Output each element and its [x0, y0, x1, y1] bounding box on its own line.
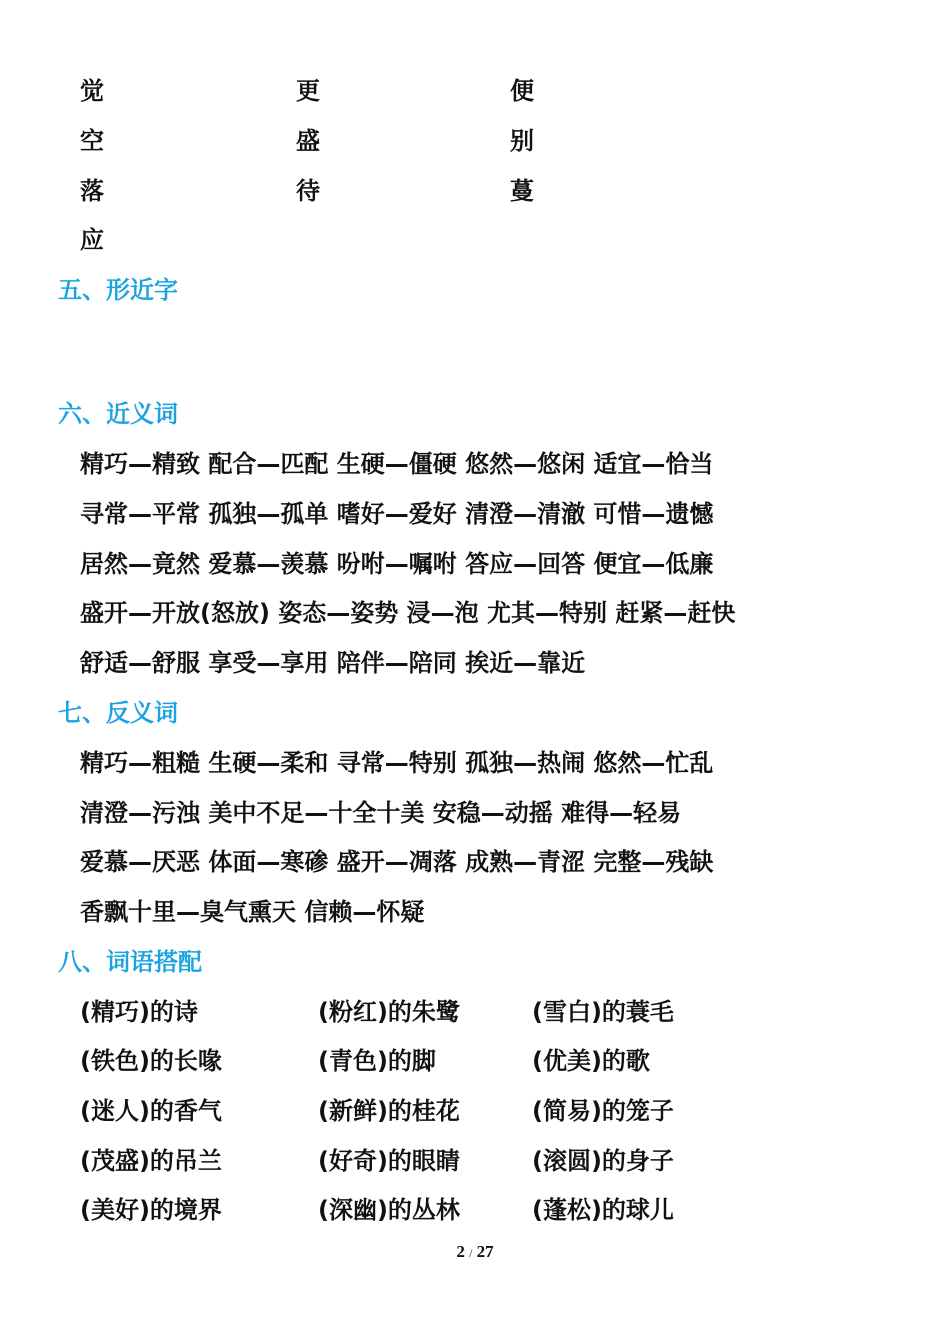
synonym-line: 舒适—舒服 享受—享用 陪伴—陪同 挨近—靠近: [80, 649, 586, 677]
collocation-item: (美好)的境界: [80, 1196, 222, 1224]
char-cell: 盛: [296, 127, 320, 155]
collocation-item: (粉红)的朱鹭: [318, 998, 460, 1026]
collocation-item: (滚圆)的身子: [532, 1147, 674, 1175]
collocation-item: (深幽)的丛林: [318, 1196, 460, 1224]
char-cell: 更: [296, 77, 320, 105]
antonym-line: 清澄—污浊 美中不足—十全十美 安稳—动摇 难得—轻易: [80, 799, 682, 827]
collocation-item: (优美)的歌: [532, 1047, 650, 1075]
collocation-item: (青色)的脚: [318, 1047, 436, 1075]
synonym-line: 精巧—精致 配合—匹配 生硬—僵硬 悠然—悠闲 适宜—恰当: [80, 450, 714, 478]
section-heading-antonyms: 七、反义词: [58, 699, 178, 727]
current-page: 2: [456, 1242, 465, 1261]
char-cell: 觉: [80, 77, 104, 105]
total-pages: 27: [476, 1242, 494, 1261]
collocation-item: (简易)的笼子: [532, 1097, 674, 1125]
synonym-line: 居然—竟然 爱慕—羡慕 吩咐—嘱咐 答应—回答 便宜—低廉: [80, 550, 714, 578]
section-heading-similar-chars: 五、形近字: [58, 276, 178, 304]
char-cell: 便: [510, 77, 534, 105]
synonym-line: 寻常—平常 孤独—孤单 嗜好—爱好 清澄—清澈 可惜—遗憾: [80, 500, 714, 528]
section-heading-collocations: 八、词语搭配: [58, 948, 202, 976]
collocation-item: (茂盛)的吊兰: [80, 1147, 222, 1175]
char-cell: 蔓: [510, 177, 534, 205]
antonym-line: 精巧—粗糙 生硬—柔和 寻常—特别 孤独—热闹 悠然—忙乱: [80, 749, 714, 777]
collocation-item: (雪白)的蓑毛: [532, 998, 674, 1026]
collocation-item: (铁色)的长喙: [80, 1047, 222, 1075]
collocation-item: (新鲜)的桂花: [318, 1097, 460, 1125]
char-cell: 应: [80, 226, 104, 254]
char-cell: 空: [80, 127, 104, 155]
char-cell: 待: [296, 177, 320, 205]
antonym-line: 香飘十里—臭气熏天 信赖—怀疑: [80, 898, 425, 926]
char-cell: 落: [80, 177, 104, 205]
char-cell: 别: [510, 127, 534, 155]
page-number: [0, 1242, 950, 1262]
synonym-line: 盛开—开放(怒放) 姿态—姿势 浸—泡 尤其—特别 赶紧—赶快: [80, 599, 736, 627]
antonym-line: 爱慕—厌恶 体面—寒碜 盛开—凋落 成熟—青涩 完整—残缺: [80, 848, 714, 876]
collocation-item: (迷人)的香气: [80, 1097, 222, 1125]
page-separator: /: [469, 1246, 473, 1260]
section-heading-synonyms: 六、近义词: [58, 400, 178, 428]
collocation-item: (精巧)的诗: [80, 998, 198, 1026]
collocation-item: (蓬松)的球儿: [532, 1196, 674, 1224]
collocation-item: (好奇)的眼睛: [318, 1147, 460, 1175]
